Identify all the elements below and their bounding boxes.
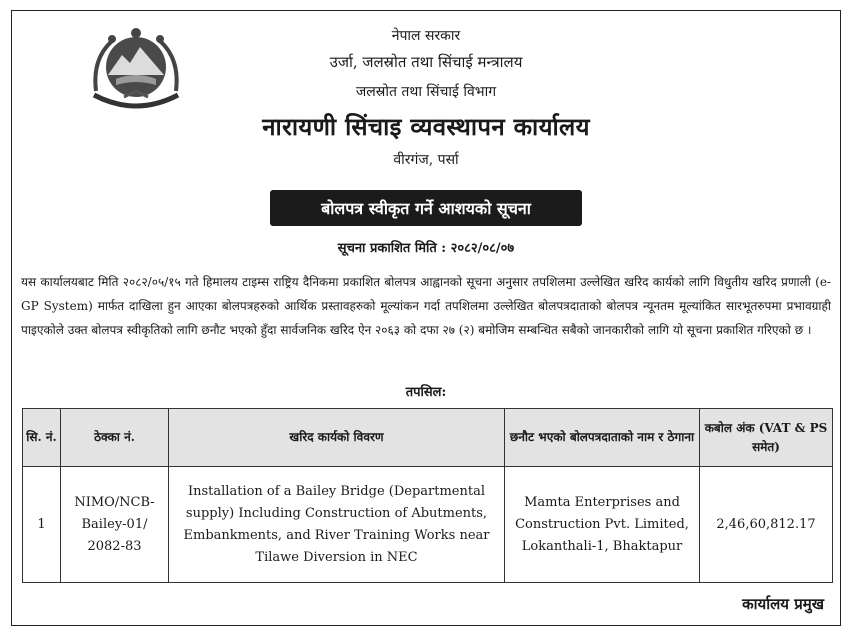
cell-serial-no: 1 [23, 467, 61, 583]
header-description: खरिद कार्यको विवरण [169, 409, 505, 467]
cell-bidder: Mamta Enterprises and Construction Pvt. Limited, Lokanthali-1, Bhaktapur [505, 467, 700, 583]
office-location: वीरगंज, पर्सा [393, 152, 459, 168]
table-row [23, 467, 833, 583]
cell-description: Installation of a Bailey Bridge (Departmental supply) Including Construction of Abutments, Embankments, and River Training Works near Tilawe Diversion in NEC [169, 467, 505, 583]
cell-amount: 2,46,60,812.17 [700, 467, 833, 583]
header-bidder: छनौट भएको बोलपत्रदाताको नाम र ठेगाना [505, 409, 700, 467]
notice-title-banner [270, 190, 582, 226]
header-amount: कबोल अंक (VAT & PS समेत) [700, 409, 833, 467]
details-label: तपसिल: [405, 385, 447, 400]
department-name: जलस्रोत तथा सिंचाई विभाग [355, 84, 497, 100]
notice-body: यस कार्यालयबाट मिति २०८२/०५/१५ गते हिमालय टाइम्स राष्ट्रिय दैनिकमा प्रकाशित बोलपत्र आह्वानको सूचना अनुसार तपशिलमा उल्लेखित खरिद कार्यको लागि विधुतीय खरिद प्रणाली (e-GP System) मार्फत दाखिला हुन आएका बोलपत्रहरुको आर्थिक प्रस्तावहरुको मूल्यांकन गर्दा तपशिलमा उल्लेखित बोलपत्रदाताको बोलपत्र न्यूनतम मूल्यांकित सारभूतरुपमा प्रभावग्राही पाइएकोले उक्त बोलपत्र स्वीकृतिको लागि छनौट भएको हुँदा सार्वजनिक खरिद ऐन २०६३ को दफा २७ (२) बमोजिम सम्बन्धित सबैको जानकारीको लागि यो सूचना प्रकाशित गरिएको छ । [21, 275, 831, 337]
notice-title: बोलपत्र स्वीकृत गर्ने आशयको सूचना [321, 199, 531, 218]
bid-details-table [22, 408, 833, 583]
ministry-name: उर्जा, जलस्रोत तथा सिंचाई मन्त्रालय [329, 53, 523, 71]
office-chief-signature: कार्यालय प्रमुख [742, 595, 824, 613]
publication-date: सूचना प्रकाशित मिति : २०८२/०८/०७ [337, 241, 515, 256]
cell-contract-no: NIMO/NCB-Bailey-01/ 2082-83 [61, 467, 169, 583]
header-contract-no: ठेक्का नं. [61, 409, 169, 467]
government-name: नेपाल सरकार [391, 28, 461, 44]
header-serial-no: सि. नं. [23, 409, 61, 467]
office-name: नारायणी सिंचाइ व्यवस्थापन कार्यालय [262, 112, 590, 141]
table-header-row [23, 409, 833, 467]
